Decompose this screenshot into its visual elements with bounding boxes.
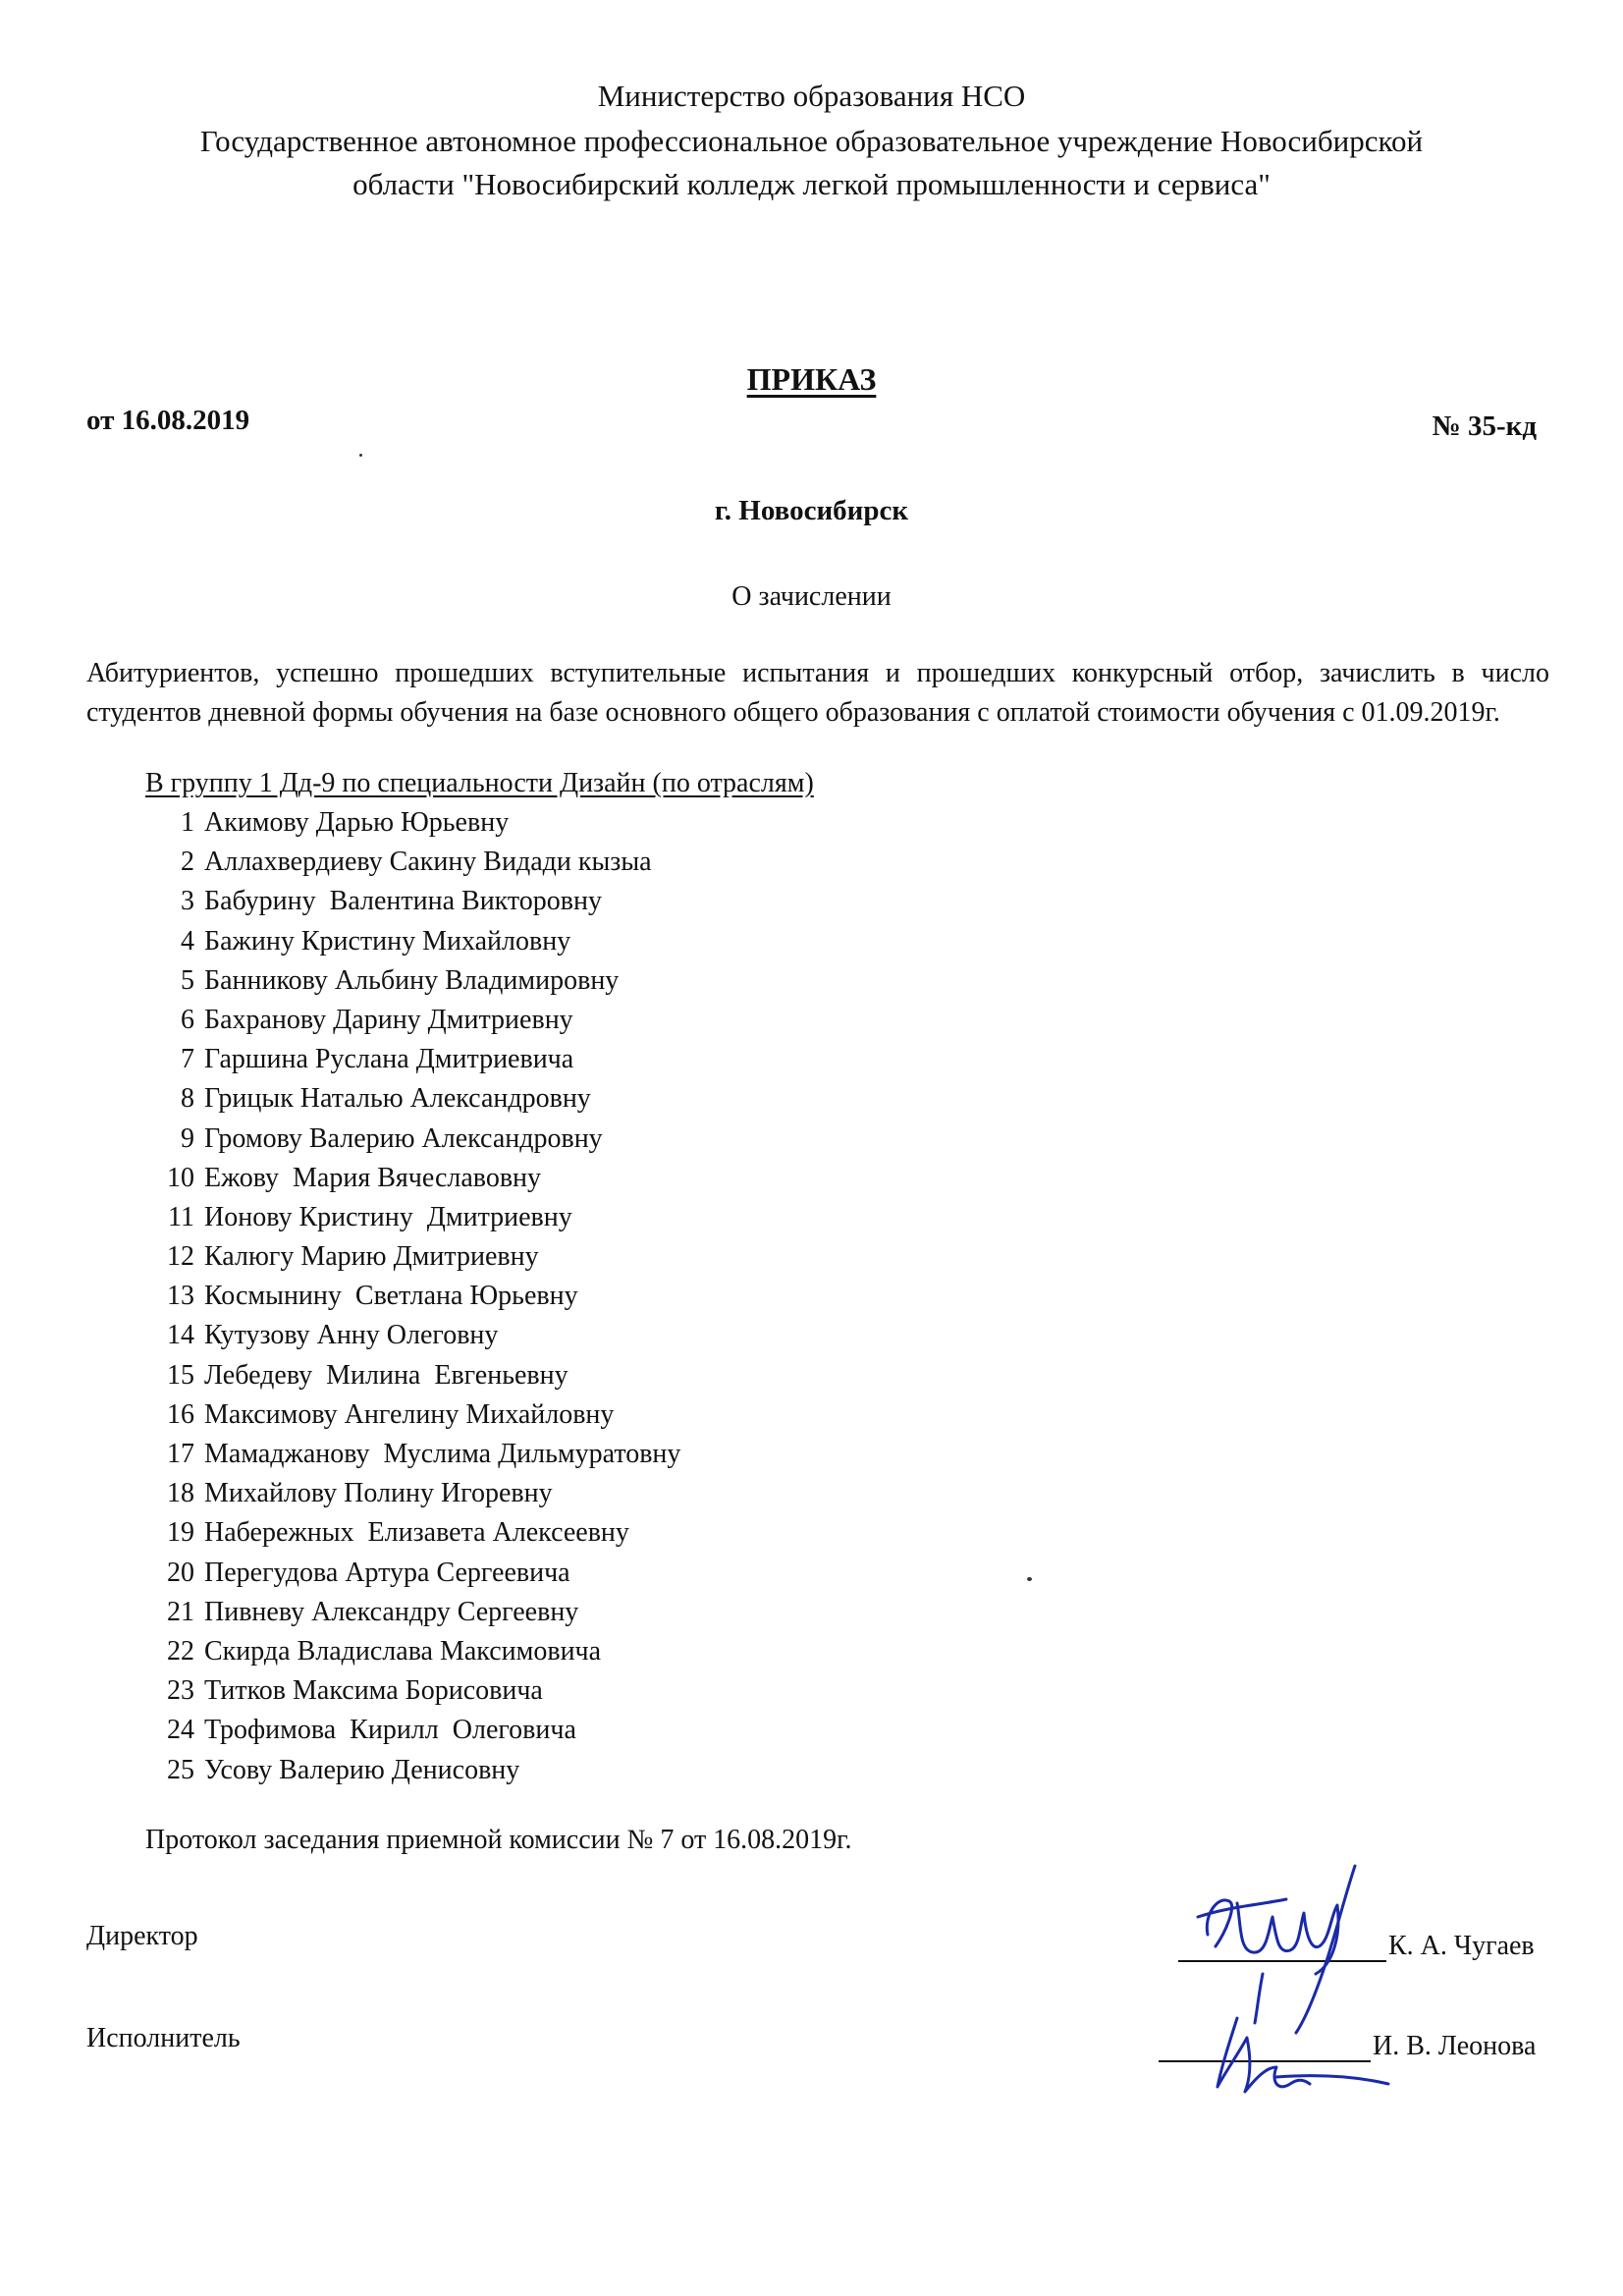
list-item-number: 8 bbox=[181, 1083, 194, 1115]
order-paragraph: Абитуриентов, успешно прошедших вступительные испытания и прошедших конкурсный отбор, зачислить в число студентов дневной формы обучения на базе основного общего образования с оплатой стоимости обучения с 01.09.2019г. bbox=[86, 658, 1549, 728]
list-item-name: Ионову Кристину Дмитриевну bbox=[204, 1201, 572, 1232]
list-item bbox=[157, 1632, 1041, 1671]
list-item bbox=[157, 1474, 1041, 1513]
list-item-number: 23 bbox=[167, 1675, 194, 1707]
executor-label: Исполнитель bbox=[86, 2023, 241, 2053]
list-item-name: Набережных Елизавета Алексеевну bbox=[204, 1517, 629, 1549]
list-item-name: Грицык Наталью Александровну bbox=[204, 1083, 591, 1115]
list-item-number: 6 bbox=[181, 1004, 194, 1035]
list-item-number: 4 bbox=[181, 925, 194, 957]
list-item bbox=[157, 1435, 1041, 1474]
list-item bbox=[157, 1513, 1041, 1553]
list-item bbox=[157, 1593, 1041, 1632]
list-item-number: 18 bbox=[167, 1478, 194, 1509]
list-item-number: 17 bbox=[167, 1439, 194, 1469]
list-item-name: Максимову Ангелину Михайловну bbox=[204, 1398, 615, 1430]
list-item-number: 16 bbox=[167, 1398, 194, 1430]
list-item-name: Кутузову Анну Олеговну bbox=[204, 1320, 499, 1351]
institution-name-line1: Государственное автономное профессиональное образовательное учреждение Новосибирской bbox=[199, 124, 1424, 158]
list-item bbox=[157, 1554, 1041, 1593]
director-name: К. А. Чугаев bbox=[1388, 1931, 1535, 1961]
list-item bbox=[157, 1159, 1041, 1198]
list-item-number: 11 bbox=[168, 1201, 194, 1232]
list-item-number: 13 bbox=[167, 1281, 194, 1312]
handwritten-signature bbox=[1168, 1856, 1404, 2111]
list-item bbox=[157, 1120, 1041, 1159]
group-title: В группу 1 Дд-9 по специальности Дизайн (по отраслям) bbox=[145, 768, 814, 798]
list-item-name: Калюгу Марию Дмитриевну bbox=[204, 1241, 539, 1273]
list-item-name: Мамаджанову Муслима Дильмуратовну bbox=[204, 1439, 681, 1469]
list-item bbox=[157, 1356, 1041, 1395]
list-item-number: 3 bbox=[181, 886, 194, 917]
list-item-number: 25 bbox=[167, 1754, 194, 1785]
list-item bbox=[157, 1395, 1041, 1435]
list-item-name: Бахранову Дарину Дмитриевну bbox=[204, 1004, 573, 1035]
list-item-number: 22 bbox=[167, 1635, 194, 1667]
list-item-number: 7 bbox=[181, 1044, 194, 1075]
order-subject: О зачислении bbox=[731, 581, 892, 612]
director-label: Директор bbox=[86, 1921, 198, 1951]
ministry-name: Министерство образования НСО bbox=[597, 79, 1026, 113]
list-item bbox=[157, 1079, 1041, 1119]
list-item-number: 9 bbox=[181, 1122, 194, 1154]
list-item-name: Скирда Владислава Максимовича bbox=[204, 1635, 602, 1667]
order-number: № 35-кд bbox=[1432, 410, 1537, 442]
protocol-note: Протокол заседания приемной комиссии № 7 от 16.08.2019г. bbox=[145, 1825, 852, 1855]
list-item bbox=[157, 1198, 1041, 1237]
list-item-name: Бабурину Валентина Викторовну bbox=[204, 886, 602, 917]
list-item bbox=[157, 843, 1041, 882]
institution-name-line2: области "Новосибирский колледж легкой промышленности и сервиса" bbox=[352, 167, 1271, 201]
list-item-name: Лебедеву Милина Евгеньевну bbox=[204, 1359, 568, 1391]
student-list bbox=[157, 803, 1041, 1790]
list-item bbox=[157, 882, 1041, 921]
order-title: ПРИКАЗ bbox=[746, 361, 877, 397]
order-city: г. Новосибирск bbox=[714, 495, 909, 526]
list-item bbox=[157, 803, 1041, 843]
list-item bbox=[157, 1237, 1041, 1277]
list-item-name: Космынину Светлана Юрьевну bbox=[204, 1281, 578, 1312]
list-item-name: Аллахвердиеву Сакину Видади кызыа bbox=[204, 847, 652, 878]
list-item-name: Громову Валерию Александровну bbox=[204, 1122, 603, 1154]
list-item-number: 12 bbox=[167, 1241, 194, 1273]
list-item-name: Акимову Дарью Юрьевну bbox=[204, 807, 510, 838]
list-item-name: Пивневу Александру Сергеевну bbox=[204, 1596, 579, 1627]
list-item-number: 15 bbox=[167, 1359, 194, 1391]
list-item-name: Ежову Мария Вячеславовну bbox=[204, 1162, 542, 1193]
list-item-number: 20 bbox=[167, 1557, 194, 1588]
list-item-number: 14 bbox=[167, 1320, 194, 1351]
executor-name: И. В. Леонова bbox=[1373, 2031, 1537, 2061]
list-item-name: Трофимова Кирилл Олеговича bbox=[204, 1715, 576, 1746]
list-item-number: 5 bbox=[181, 964, 194, 996]
list-item bbox=[157, 1277, 1041, 1316]
scan-speck bbox=[359, 454, 362, 457]
list-item bbox=[157, 961, 1041, 1001]
order-date: от 16.08.2019 bbox=[86, 405, 250, 436]
list-item bbox=[157, 922, 1041, 961]
list-item-name: Титков Максима Борисовича bbox=[204, 1675, 543, 1707]
scan-speck bbox=[1027, 1577, 1032, 1581]
list-item-name: Усову Валерию Денисовну bbox=[204, 1754, 520, 1785]
list-item bbox=[157, 1001, 1041, 1040]
list-item bbox=[157, 1671, 1041, 1711]
list-item-name: Бажину Кристину Михайловну bbox=[204, 925, 571, 957]
list-item-number: 21 bbox=[167, 1596, 194, 1627]
list-item bbox=[157, 1751, 1041, 1790]
list-item-number: 2 bbox=[181, 847, 194, 878]
list-item bbox=[157, 1040, 1041, 1079]
list-item-number: 24 bbox=[167, 1715, 194, 1746]
list-item bbox=[157, 1711, 1041, 1750]
list-item-number: 10 bbox=[167, 1162, 194, 1193]
list-item-number: 19 bbox=[167, 1517, 194, 1549]
list-item-name: Гаршина Руслана Дмитриевича bbox=[204, 1044, 574, 1075]
list-item-number: 1 bbox=[181, 807, 194, 838]
list-item-name: Михайлову Полину Игоревну bbox=[204, 1478, 553, 1509]
list-item-name: Перегудова Артура Сергеевича bbox=[204, 1557, 570, 1588]
list-item-name: Банникову Альбину Владимировну bbox=[204, 964, 620, 996]
list-item bbox=[157, 1316, 1041, 1355]
